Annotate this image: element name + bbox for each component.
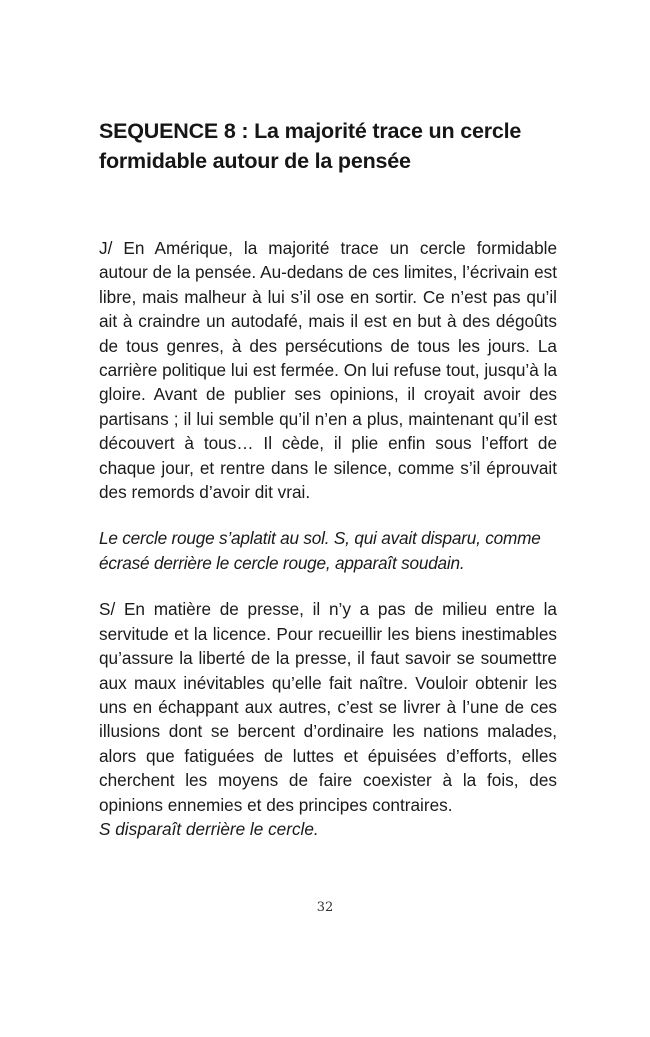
page-content [99, 116, 557, 841]
stage-direction-2: S disparaît derrière le cercle. [99, 818, 319, 839]
stage-direction-1: Le cercle rouge s’aplatit au sol. S, qui avait disparu, comme écrasé derrière le cercle rouge, apparaît soudain. [99, 528, 541, 573]
speaker-s: S/ [99, 599, 116, 620]
dialogue-paragraph-s [99, 597, 557, 817]
dialogue-text-s: En matière de presse, il n’y a pas de milieu entre la servitude et la licence. Pour recueillir les biens inestimables qu’assure la liberté de la presse, il faut savoir se soumettre aux maux inévitables qu’elle fait naître. Vouloir obtenir les uns en échappant aux autres, c’est se livrer à l’une de ces illusions dont se bercent d’ordinaire les nations malades, alors que fatiguées de luttes et épuisées d’efforts, elles cherchent les moyens de faire coexister à la fois, des opinions ennemies et des principes contraires. [99, 599, 557, 815]
sequence-title: SEQUENCE 8 : La majorité trace un cercle formidable autour de la pensée [99, 119, 522, 173]
page-number: 32 [316, 900, 334, 915]
dialogue-paragraph-j [99, 236, 557, 504]
speaker-j: J/ [99, 238, 113, 258]
dialogue-text-j: En Amérique, la majorité trace un cercle formidable autour de la pensée. Au-dedans de ces limites, l’écrivain est libre, mais malheur à lui s’il ose en sortir. Ce n’est pas qu’il ait à craindre un autodafé, mais il est en but à des dégoûts de tous genres, à des persécutions de tous les jours. La carrière politique lui est fermée. On lui refuse tout, jusqu’à la gloire. Avant de publier ses opinions, il croyait avoir des partisans ; il lui semble qu’il n’en a plus, maintenant qu’il est découvert à tous… Il cède, il plie enfin sous l’effort de chaque jour, et rentre dans le silence, comme s’il éprouvait des remords d’avoir dit vrai. [99, 238, 558, 503]
